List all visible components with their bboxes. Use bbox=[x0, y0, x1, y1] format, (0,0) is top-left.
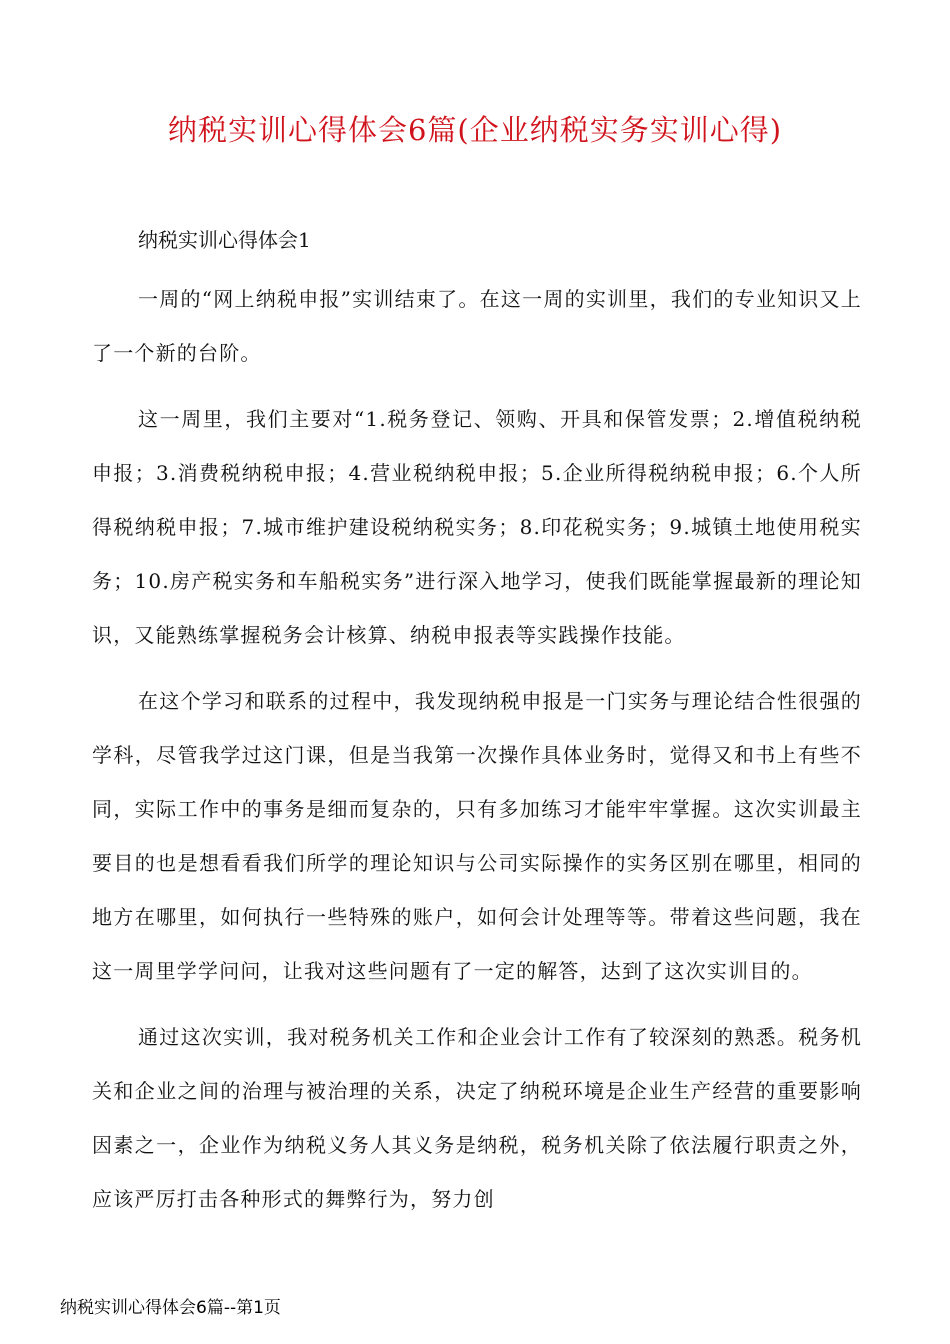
paragraph-3: 在这个学习和联系的过程中，我发现纳税申报是一门实务与理论结合性很强的学科，尽管我学过这门课，但是当我第一次操作具体业务时，觉得又和书上有些不同，实际工作中的事务是细而复杂的，只有多加练习才能牢牢掌握。这次实训最主要目的也是想看看我们所学的理论知识与公司实际操作的实务区别在哪里，相同的地方在哪里，如何执行一些特殊的账户，如何会计处理等等。带着这些问题，我在这一周里学学问问，让我对这些问题有了一定的解答，达到了这次实训目的。 bbox=[92, 689, 862, 983]
document-body bbox=[92, 220, 862, 1226]
page-footer: 纳税实训心得体会6篇--第1页 bbox=[60, 1298, 281, 1318]
document-title: 纳税实训心得体会6篇(企业纳税实务实训心得) bbox=[167, 113, 783, 147]
paragraph-2: 这一周里，我们主要对“1.税务登记、领购、开具和保管发票；2.增值税纳税申报；3.消费税纳税申报；4.营业税纳税申报；5.企业所得税纳税申报；6.个人所得税纳税申报；7.城市维护建设税纳税实务；8.印花税实务；9.城镇土地使用税实务；10.房产税实务和车船税实务”进行深入地学习，使我们既能掌握最新的理论知识，又能熟练掌握税务会计核算、纳税申报表等实践操作技能。 bbox=[92, 407, 862, 647]
paragraph-1: 一周的“网上纳税申报”实训结束了。在这一周的实训里，我们的专业知识又上了一个新的台阶。 bbox=[92, 287, 862, 365]
section-heading: 纳税实训心得体会1 bbox=[138, 228, 311, 252]
paragraph-4: 通过这次实训，我对税务机关工作和企业会计工作有了较深刻的熟悉。税务机关和企业之间的治理与被治理的关系，决定了纳税环境是企业生产经营的重要影响因素之一，企业作为纳税义务人其义务是纳税，税务机关除了依法履行职责之外，应该严厉打击各种形式的舞弊行为，努力创 bbox=[92, 1025, 862, 1211]
